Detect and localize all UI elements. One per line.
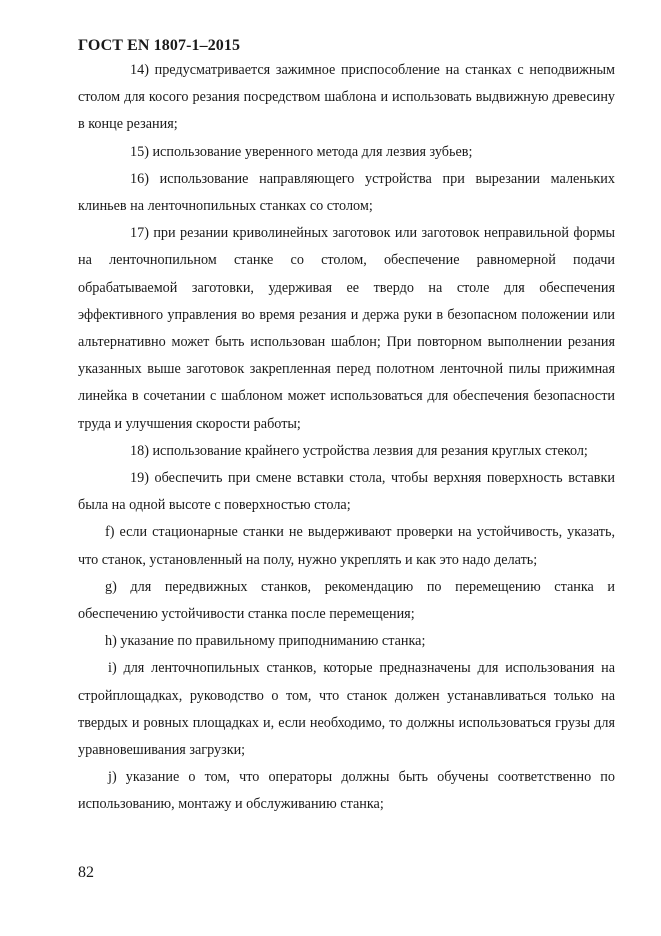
list-item-14: 14) предусматривается зажимное приспособление на станках с неподвижным столом для косого резания посредством шаблона и использовать выдвижную древесину в конце резания; <box>78 62 615 133</box>
list-item-16: 16) использование направляющего устройства при вырезании маленьких клиньев на ленточнопильных станках со столом; <box>78 170 615 215</box>
list-item-j: j) указание о том, что операторы должны быть обучены соответственно по использованию, монтажу и обслуживанию станка; <box>78 769 615 813</box>
list-item-g: g) для передвижных станков, рекомендацию по перемещению станка и обеспечению устойчивости станка после перемещения; <box>78 578 615 623</box>
list-item-f: f) если стационарные станки не выдерживают проверки на устойчивость, указать, что станок, установленный на полу, нужно укреплять и как это надо делать; <box>78 524 615 568</box>
list-item-15: 15) использование уверенного метода для лезвия зубьев; <box>130 143 473 160</box>
list-item-18: 18) использование крайнего устройства лезвия для резания круглых стекол; <box>130 442 588 459</box>
list-item-h: h) указание по правильному приподниманию станка; <box>105 633 426 650</box>
list-item-i: i) для ленточнопильных станков, которые предназначены для использования на стройплощадках, руководство о том, что станок должен устанавливаться только на твердых и ровных площадках и, если необходимо, то должны использоваться грузы для уравновешивания загрузки; <box>78 660 615 759</box>
document-body <box>78 57 615 819</box>
list-item-17: 17) при резании криволинейных заготовок или заготовок неправильной формы на ленточнопильном станке со столом, обеспечение равномерной подачи обрабатываемой заготовки, удерживая ее твердо на столе для обеспечения эффективного управления во время резания и держа руки в безопасном положении или альтернативно может быть использован шаблон; При повторном выполнении резания указанных выше заготовок закрепленная перед полотном ленточной пилы прижимная линейка в сочетании с шаблоном может использоваться для обеспечения безопасности труда и улучшения скорости работы; <box>78 225 615 432</box>
page-number: 82 <box>78 864 94 881</box>
document-header: ГОСТ EN 1807-1–2015 <box>78 37 241 54</box>
list-item-19: 19) обеспечить при смене вставки стола, чтобы верхняя поверхность вставки была на одной высоте с поверхностью стола; <box>78 470 615 514</box>
